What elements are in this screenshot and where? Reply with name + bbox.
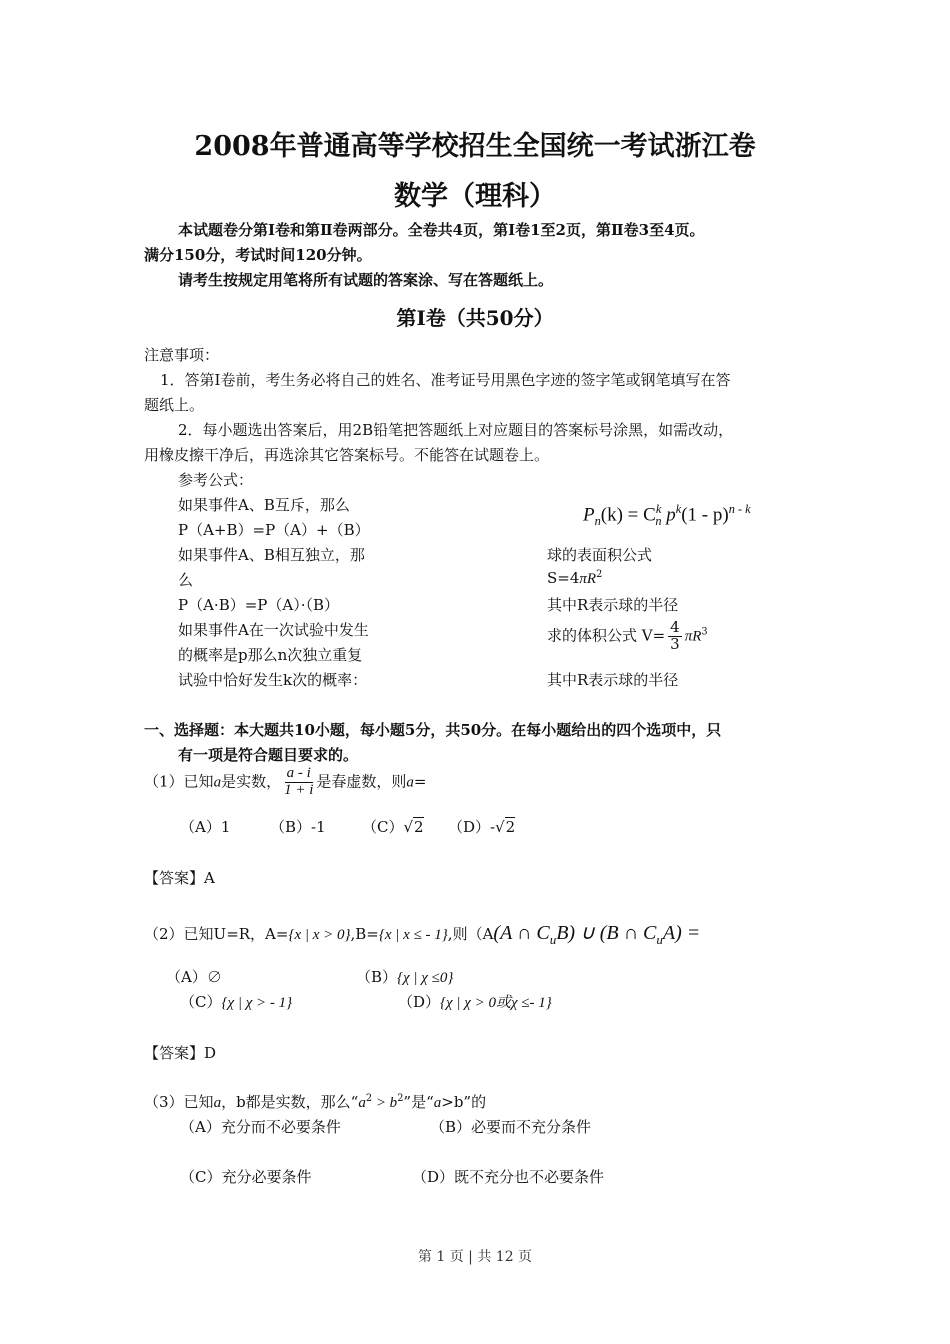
formula-left-line: 如果事件A、B相互独立，那 [178, 546, 365, 564]
part1-heading-a: 一、选择题：本大题共10小题，每小题5分，共50分。在每小题给出的四个选项中，只 [144, 721, 722, 739]
question-2-option-b: （B）{χ | χ ≤0} [356, 968, 454, 986]
formula-left-line: 如果事件A、B互斥，那么 [178, 496, 350, 514]
question-1-answer: 【答案】A [144, 869, 215, 887]
formula-left-line: 的概率是p那么n次独立重复 [178, 646, 363, 664]
note-1-line-b: 题纸上。 [144, 396, 205, 414]
radius-note-1: 其中R表示球的半径 [547, 596, 679, 614]
intro-line-2: 满分150分，考试时间120分钟。 [144, 246, 372, 264]
part1-heading-b: 有一项是符合题目要求的。 [178, 746, 359, 764]
note-2-line-b: 用橡皮擦干净后，再选涂其它答案标号。不能答在试题卷上。 [144, 446, 550, 464]
question-1-option-a: （A）1 [180, 818, 231, 836]
sphere-area-formula: $S=4\pi R^2$ [547, 569, 603, 587]
question-3-option-a: （A）充分而不必要条件 [180, 1118, 341, 1136]
formula-left-line: 么 [178, 571, 194, 589]
sphere-area-label: 球的表面积公式 [547, 546, 653, 564]
question-3-option-c: （C）充分必要条件 [180, 1168, 312, 1186]
notes-heading: 注意事项： [144, 346, 220, 364]
formula-left-line: 试验中恰好发生k次的概率： [178, 671, 368, 689]
note-2-line-a: 2．每小题选出答案后，用2B铅笔把答题纸上对应题目的答案标号涂黑，如需改动， [178, 421, 734, 439]
formula-left-line: P（A+B）=P（A）+（B） [178, 521, 370, 539]
radius-note-2: 其中R表示球的半径 [547, 671, 679, 689]
question-3-option-b: （B）必要而不充分条件 [430, 1118, 592, 1136]
question-1-option-c: （C）√2 [362, 818, 424, 836]
page-footer: 第 1 页 | 共 12 页 [417, 1249, 533, 1265]
intro-line-1: 本试题卷分第Ⅰ卷和第Ⅱ卷两部分。全卷共4页，第Ⅰ卷1至2页，第Ⅱ卷3至4页。 [178, 221, 705, 239]
question-2: （2）已知U=R，A={x | x > 0},B={x | x ≤ - 1},则（A(A ∩ $C_uB$) ∪ (B ∩ $C_uA$) = [144, 922, 701, 947]
note-1-line-a: 1．答第Ⅰ卷前，考生务必将自己的姓名、准考证号用黑色字迹的签字笔或钢笔填写在答 [160, 371, 731, 389]
binomial-formula: $P_n(k) = C^k_n$ $p^k(1 - p)^{n - k}$ [583, 502, 751, 529]
question-2-option-c: （C）{χ | χ > - 1} [180, 993, 293, 1011]
section-title: 第Ⅰ卷（共50分） [396, 306, 554, 330]
document-subtitle: 数学（理科） [394, 181, 556, 212]
question-1: （1）已知a是实数， $\frac{a - i}{1 + i}$ 是春虚数，则a= [144, 765, 427, 798]
formulas-heading: 参考公式： [178, 471, 254, 489]
formula-left-line: P（A·B）=P（A）·（B） [178, 596, 340, 614]
sphere-volume-formula: 求的体积公式 V= $\frac{4}{3}$ $\pi R^3$ [547, 618, 708, 653]
question-1-option-d: （D）-√2 [448, 818, 516, 836]
question-2-answer: 【答案】D [144, 1044, 217, 1062]
question-3: （3）已知a，b都是实数，那么“$a^2 > b^2$”是“a>b”的 [144, 1093, 487, 1111]
question-1-option-b: （B）-1 [270, 818, 326, 836]
document-title: 2008年普通高等学校招生全国统一考试浙江卷 [194, 131, 756, 162]
question-2-option-a: （A）∅ [166, 968, 222, 986]
question-3-option-d: （D）既不充分也不必要条件 [412, 1168, 605, 1186]
intro-line-3: 请考生按规定用笔将所有试题的答案涂、写在答题纸上。 [178, 271, 554, 289]
formula-left-line: 如果事件A在一次试验中发生 [178, 621, 369, 639]
question-2-option-d: （D）{χ | χ > 0或χ ≤- 1} [398, 993, 552, 1011]
